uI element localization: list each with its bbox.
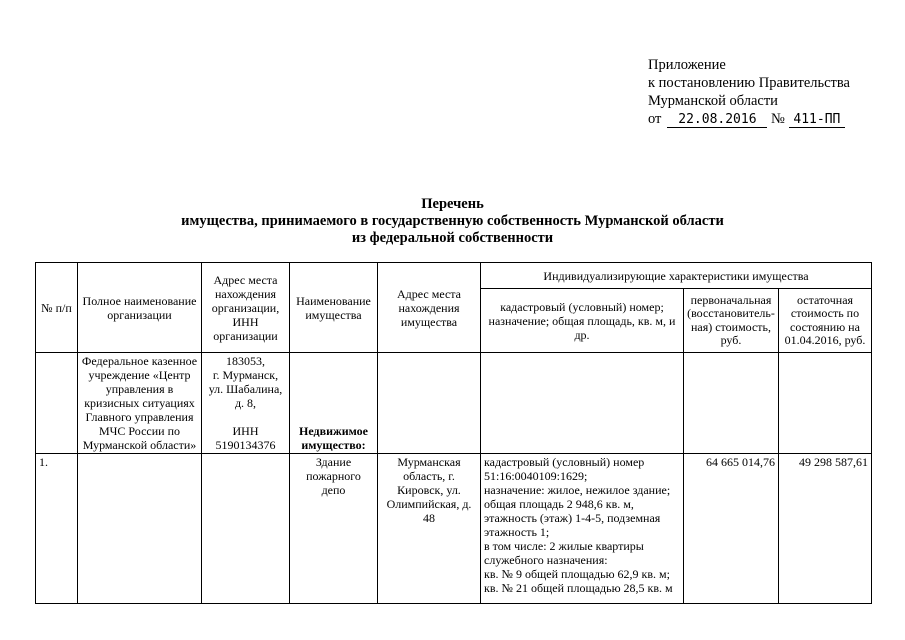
detail-line: назначение: жилое, нежилое здание;: [484, 483, 671, 497]
detail-line: этажность (этаж) 1-4-5, подземная этажность 1;: [484, 511, 661, 539]
row-property-address: Мурманская область, г. Кировск, ул. Олимпийская, д. 48: [378, 454, 481, 604]
resolution-number: 411-ПП: [789, 113, 845, 128]
table-row: [36, 454, 872, 604]
header-initial-cost: первоначальная (восстановитель-ная) стоимость, руб.: [684, 289, 779, 353]
org-house: д. 8,: [234, 396, 257, 410]
row-org-address-empty: [202, 454, 290, 604]
org-address: [202, 353, 290, 454]
detail-line: кадастровый (условный) номер 51:16:0040109:1629;: [484, 455, 645, 483]
org-inn: 5190134376: [215, 438, 276, 452]
header-org-name: Полное наименование организации: [78, 263, 202, 353]
appendix-date-line: [648, 110, 850, 128]
org-inn-label: ИНН: [232, 424, 259, 438]
org-empty-cell: [779, 353, 872, 454]
header-num: № п/п: [36, 263, 78, 353]
org-empty-cell: [684, 353, 779, 454]
title-line-1: Перечень: [421, 196, 484, 212]
resolution-date: 22.08.2016: [667, 113, 767, 128]
header-property-name: Наименование имущества: [290, 263, 378, 353]
property-type: Недвижимое имущество:: [290, 353, 378, 454]
appendix-line-3: Мурманской области: [648, 93, 778, 109]
header-property-address: Адрес места нахождения имущества: [378, 263, 481, 353]
row-property-name: Здание пожарного депо: [290, 454, 378, 604]
org-num-cell: [36, 353, 78, 454]
number-label: №: [771, 111, 785, 127]
header-cadastral: кадастровый (условный) номер; назначение; общая площадь, кв. м, и др.: [481, 289, 684, 353]
org-city: г. Мурманск,: [212, 368, 279, 382]
appendix-line-1: Приложение: [648, 57, 726, 73]
row-num: 1.: [36, 454, 78, 604]
property-table: [35, 262, 872, 604]
org-address-gap: [205, 410, 286, 424]
row-initial-cost: 64 665 014,76: [684, 454, 779, 604]
appendix-block: [648, 56, 850, 128]
detail-line: кв. № 9 общей площадью 62,9 кв. м;: [484, 567, 670, 581]
org-empty-cell: [481, 353, 684, 454]
header-characteristics: Индивидуализирующие характеристики имущества: [481, 263, 872, 289]
org-street: ул. Шабалина,: [208, 382, 283, 396]
detail-line: общая площадь 2 948,6 кв. м,: [484, 497, 634, 511]
row-org-empty: [78, 454, 202, 604]
header-residual-cost: остаточная стоимость по состоянию на 01.04.2016, руб.: [779, 289, 872, 353]
header-org-address: Адрес места нахождения организации, ИНН организации: [202, 263, 290, 353]
org-empty-cell: [378, 353, 481, 454]
title-line-2: имущества, принимаемого в государственную собственность Мурманской области: [181, 213, 724, 229]
org-row: [36, 353, 872, 454]
org-postcode: 183053,: [226, 354, 265, 368]
document-title: [0, 196, 905, 247]
detail-line: в том числе: 2 жилые квартиры служебного назначения:: [484, 539, 644, 567]
header-row-1: [36, 263, 872, 289]
title-line-3: из федеральной собственности: [351, 230, 554, 246]
detail-line: кв. № 21 общей площадью 28,5 кв. м: [484, 581, 673, 595]
row-residual-cost: 49 298 587,61: [779, 454, 872, 604]
appendix-line-2: к постановлению Правительства: [648, 75, 850, 91]
row-details: [481, 454, 684, 604]
from-label: от: [648, 111, 662, 127]
org-name: Федеральное казенное учреждение «Центр управления в кризисных ситуациях Главного управления МЧС России по Мурманской области»: [78, 353, 202, 454]
